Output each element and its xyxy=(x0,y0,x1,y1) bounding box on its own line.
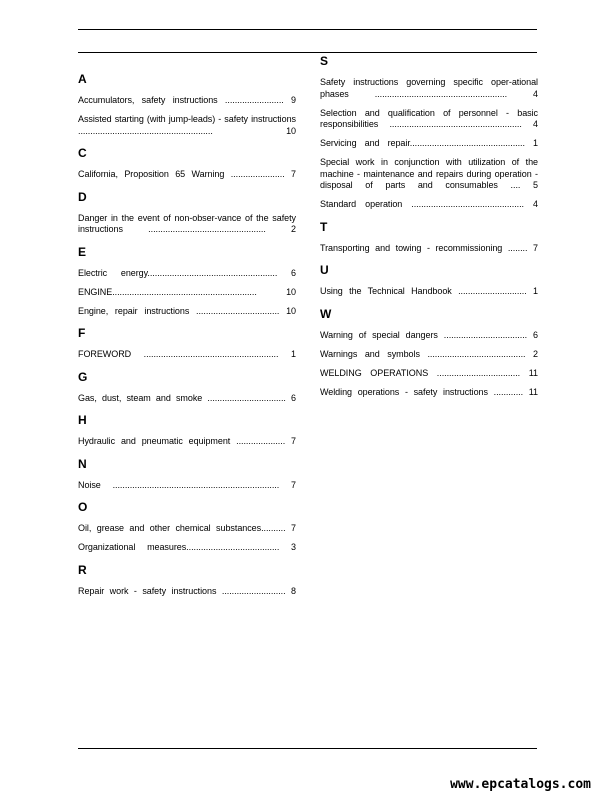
index-entry[interactable]: FOREWORD ....................................................... 1 xyxy=(78,349,296,359)
section-letter: R xyxy=(78,562,87,577)
section-letter: E xyxy=(78,244,87,259)
index-entry[interactable]: Using the Technical Handbook ............................ 1 xyxy=(320,286,538,296)
index-section-c xyxy=(78,146,296,181)
section-letter: C xyxy=(78,146,87,160)
section-letter: A xyxy=(78,72,87,86)
bottom-rule xyxy=(78,748,537,749)
index-entry[interactable]: Welding operations - safety instructions ............ 11 xyxy=(320,386,538,397)
index-entry[interactable]: Organizational measures...................................... 3 xyxy=(78,542,296,552)
index-entry[interactable]: Gas, dust, steam and smoke ................................ 6 xyxy=(78,392,296,403)
section-letter: W xyxy=(320,306,332,321)
index-section-w xyxy=(320,307,538,399)
index-entry[interactable]: California, Proposition 65 Warning ...................... 7 xyxy=(78,169,296,179)
index-column-left xyxy=(78,72,296,606)
index-column-right xyxy=(320,54,538,407)
index-entry[interactable]: Noise .................................................................... 7 xyxy=(78,479,296,490)
section-letter: O xyxy=(78,500,88,514)
index-entry[interactable]: Assisted starting (with jump-leads) - safety instructions ....................................................... 10 xyxy=(78,114,296,136)
index-entry[interactable]: Transporting and towing - recommissioning ........ 7 xyxy=(320,242,538,253)
index-entry[interactable]: Electric energy..................................................... 6 xyxy=(78,267,296,278)
index-section-u xyxy=(320,263,538,298)
index-entry[interactable]: Safety instructions governing specific oper-ational phases ...................................................... 4 xyxy=(320,77,538,99)
section-letter: U xyxy=(320,263,329,277)
index-entry[interactable]: Hydraulic and pneumatic equipment .................... 7 xyxy=(78,436,296,446)
index-entry[interactable]: Warning of special dangers .................................. 6 xyxy=(320,329,538,340)
header-rule xyxy=(78,52,537,53)
index-entry[interactable]: Accumulators, safety instructions ........................ 9 xyxy=(78,95,296,105)
index-section-g xyxy=(78,370,296,405)
section-letter: D xyxy=(78,189,87,204)
index-entry[interactable]: Oil, grease and other chemical substances.......... 7 xyxy=(78,523,296,533)
index-entry[interactable]: Special work in conjunction with utilization of the machine - maintenance and repairs during operation - disposal of parts and consumables .... 5 xyxy=(320,157,538,190)
index-entry[interactable]: Standard operation .............................................. 4 xyxy=(320,199,538,209)
index-entry[interactable]: Selection and qualification of personnel - basic responsibilities ...................................................... 4 xyxy=(320,107,538,129)
footer-url[interactable]: www.epcatalogs.com xyxy=(450,777,591,792)
index-section-d xyxy=(78,190,296,236)
section-letter: F xyxy=(78,326,86,340)
index-section-e xyxy=(78,245,296,318)
index-section-a xyxy=(78,72,296,137)
index-entry[interactable]: Warnings and symbols ........................................ 2 xyxy=(320,348,538,359)
top-rule xyxy=(78,29,537,30)
section-letter: T xyxy=(320,219,328,234)
index-section-s xyxy=(320,54,538,211)
index-entry[interactable]: Servicing and repair............................................... 1 xyxy=(320,138,538,148)
index-section-o xyxy=(78,500,296,554)
index-section-r xyxy=(78,563,296,598)
index-section-t xyxy=(320,220,538,255)
index-entry[interactable]: ENGINE........................................................... 10 xyxy=(78,286,296,297)
index-entry[interactable]: WELDING OPERATIONS .................................. 11 xyxy=(320,367,538,378)
section-letter: G xyxy=(78,369,88,384)
index-section-n xyxy=(78,457,296,492)
index-section-f xyxy=(78,326,296,361)
section-letter: S xyxy=(320,54,329,68)
index-entry[interactable]: Danger in the event of non-obser-vance of the safety instructions ................................................ 2 xyxy=(78,212,296,234)
index-section-h xyxy=(78,413,296,448)
section-letter: H xyxy=(78,413,87,427)
section-letter: N xyxy=(78,456,87,471)
index-entry[interactable]: Engine, repair instructions .................................. 10 xyxy=(78,305,296,316)
index-entry[interactable]: Repair work - safety instructions .......................... 8 xyxy=(78,585,296,596)
